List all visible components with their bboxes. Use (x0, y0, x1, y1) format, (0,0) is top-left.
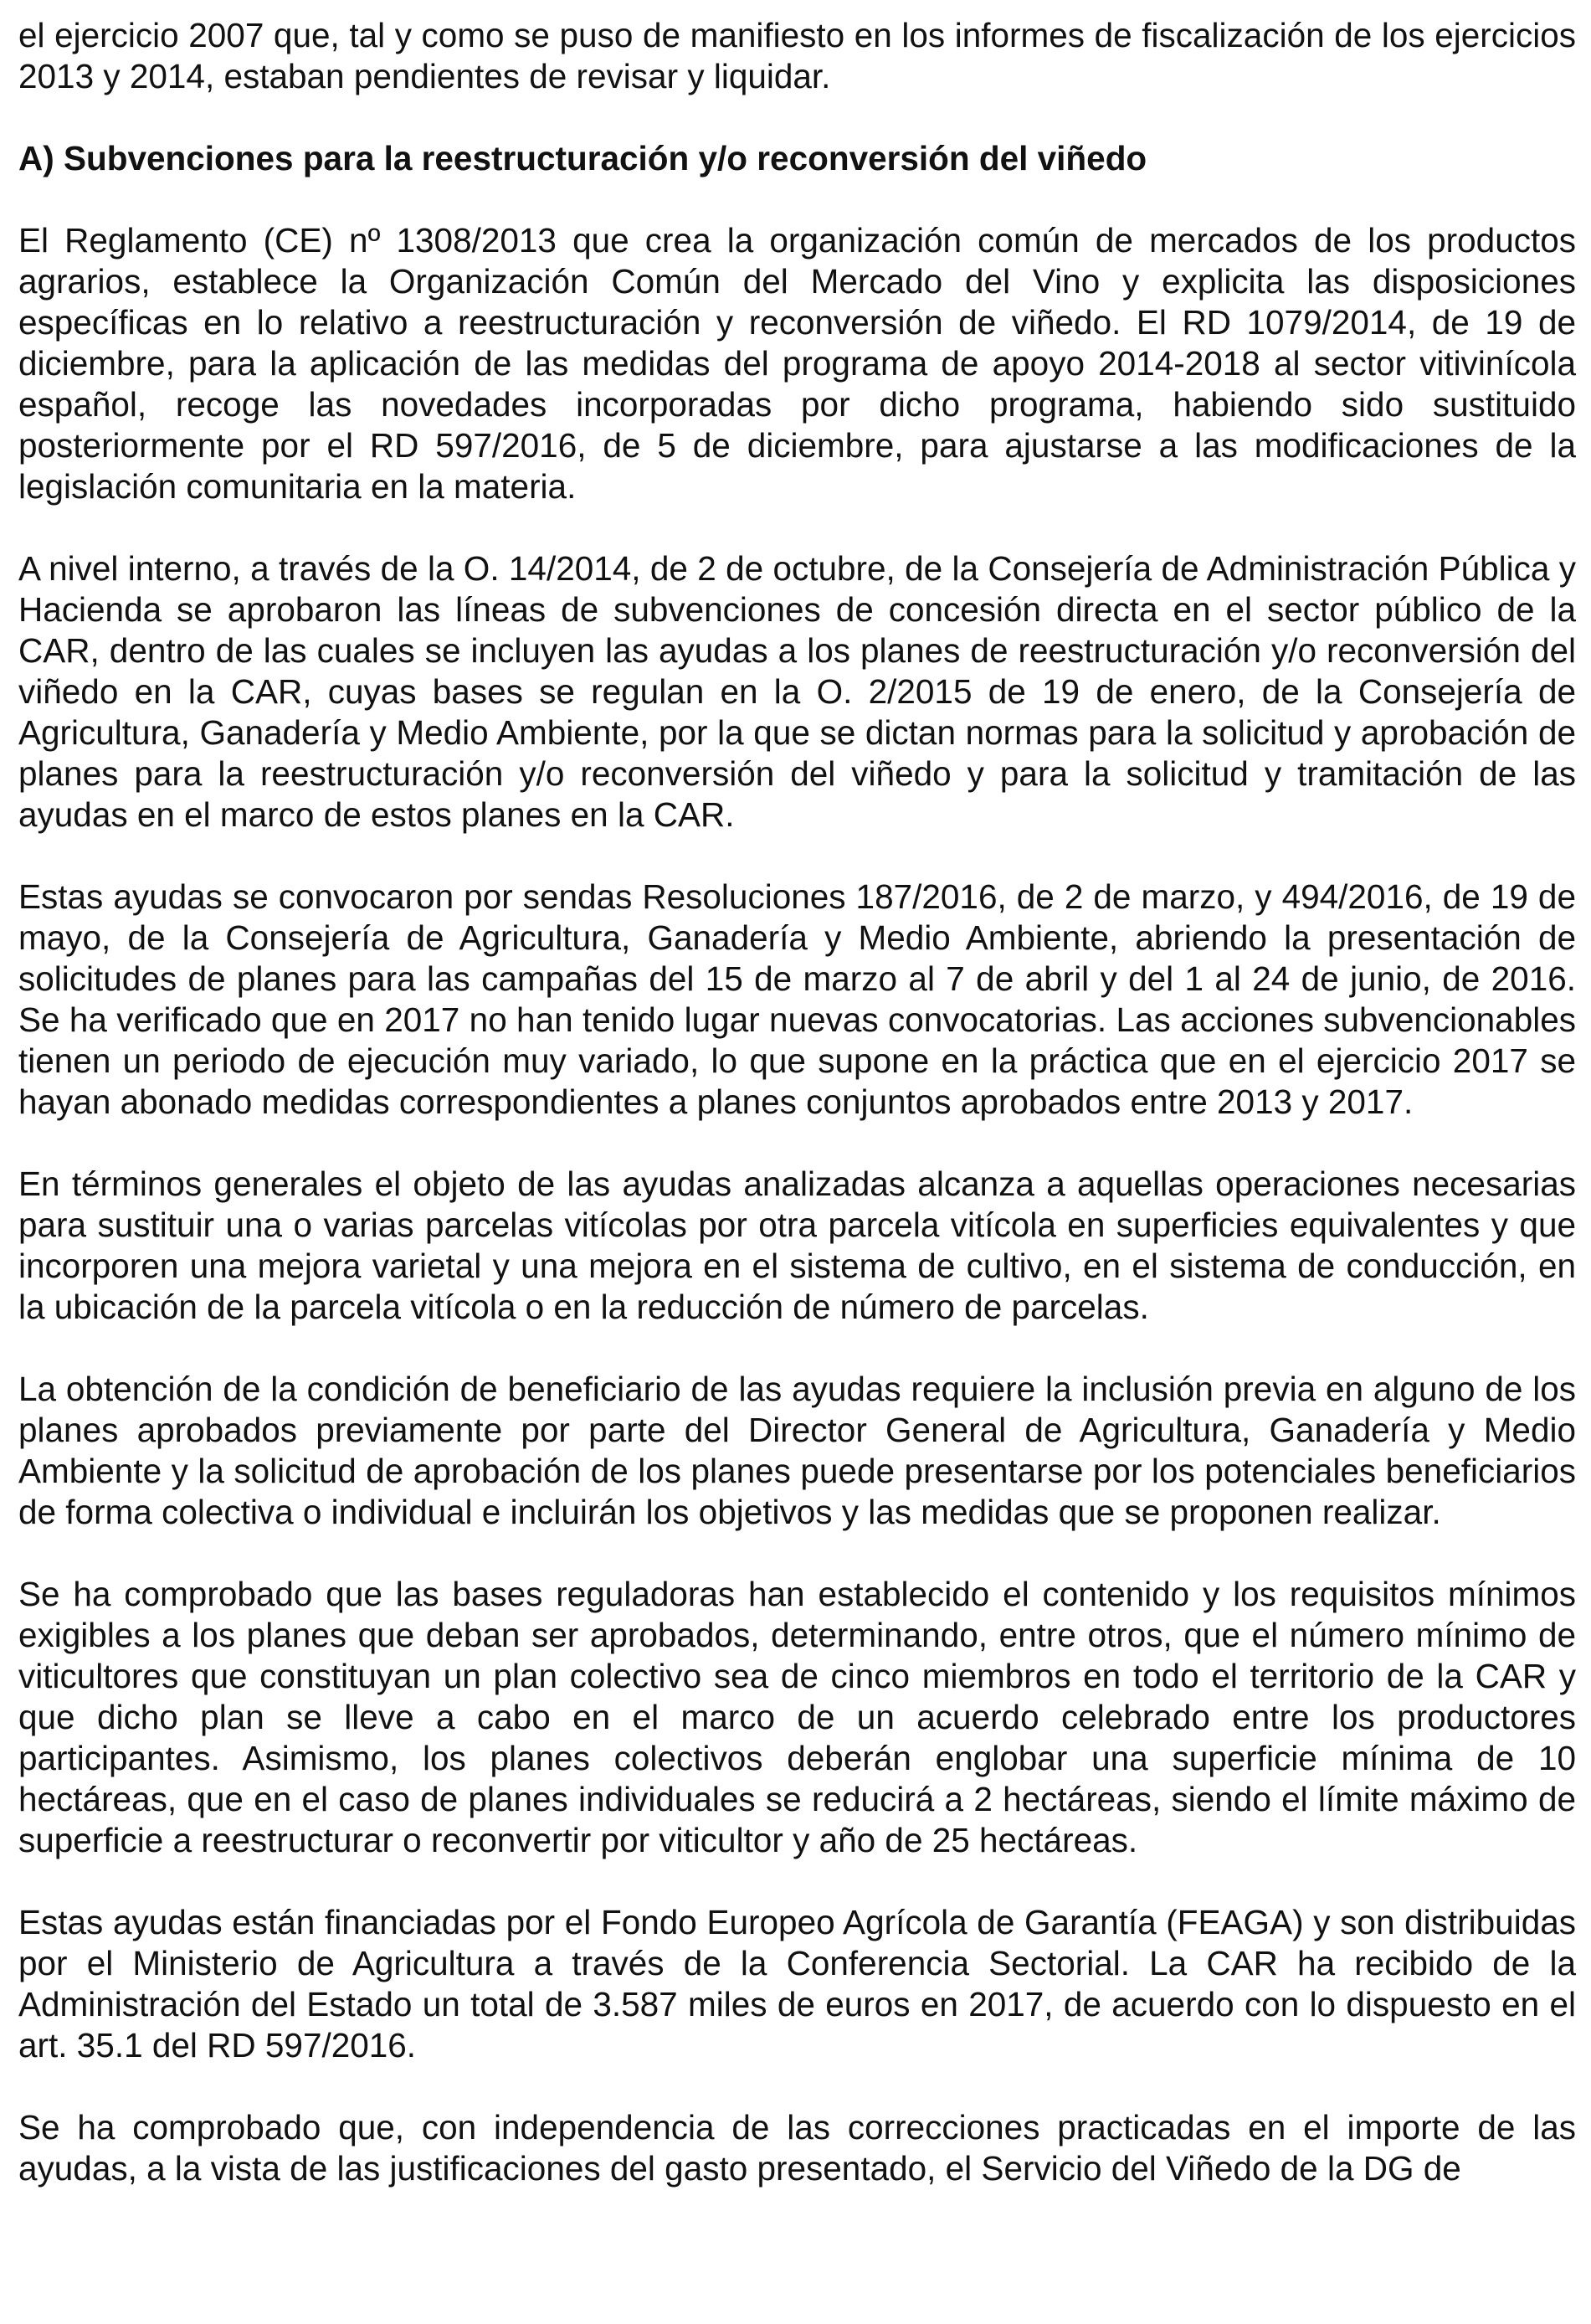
paragraph-nivel-interno: A nivel interno, a través de la O. 14/2014, de 2 de octubre, de la Consejería de Administración Pública y Hacienda se aprobaron las líneas de subvenciones de concesión directa en el sector público de la CAR, dentro de las cuales se incluyen las ayudas a los planes de reestructuración y/o reconversión del viñedo en la CAR, cuyas bases se regulan en la O. 2/2015 de 19 de enero, de la Consejería de Agricultura, Ganadería y Medio Ambiente, por la que se dictan normas para la solicitud y aprobación de planes para la reestructuración y/o reconversión del viñedo y para la solicitud y tramitación de las ayudas en el marco de estos planes en la CAR. (18, 549, 1576, 834)
paragraph-convocatorias: Estas ayudas se convocaron por sendas Resoluciones 187/2016, de 2 de marzo, y 494/2016, de 19 de mayo, de la Consejería de Agricultura, Ganadería y Medio Ambiente, abriendo la presentación de solicitudes de planes para las campañas del 15 de marzo al 7 de abril y del 1 al 24 de junio, de 2016. Se ha verificado que en 2017 no han tenido lugar nuevas convocatorias. Las acciones subvencionables tienen un periodo de ejecución muy variado, lo que supone en la práctica que en el ejercicio 2017 se hayan abonado medidas correspondientes a planes conjuntos aprobados entre 2013 y 2017. (18, 877, 1576, 1121)
paragraph-correcciones: Se ha comprobado que, con independencia de las correcciones practicadas en el importe de las ayudas, a la vista de las justificaciones del gasto presentado, el Servicio del Viñedo de la DG de (18, 2108, 1576, 2188)
paragraph-intro: el ejercicio 2007 que, tal y como se puso de manifiesto en los informes de fiscalización de los ejercicios 2013 y 2014, estaban pendientes de revisar y liquidar. (18, 16, 1576, 95)
document-page (18, 15, 1576, 2189)
paragraph-requisitos: Se ha comprobado que las bases reguladoras han establecido el contenido y los requisitos mínimos exigibles a los planes que deban ser aprobados, determinando, entre otros, que el número mínimo de viticultores que constituyan un plan colectivo sea de cinco miembros en todo el territorio de la CAR y que dicho plan se lleve a cabo en el marco de un acuerdo celebrado entre los productores participantes. Asimismo, los planes colectivos deberán englobar una superficie mínima de 10 hectáreas, que en el caso de planes individuales se reducirá a 2 hectáreas, siendo el límite máximo de superficie a reestructurar o reconvertir por viticultor y año de 25 hectáreas. (18, 1575, 1576, 1859)
paragraph-objeto-ayudas: En términos generales el objeto de las ayudas analizadas alcanza a aquellas operaciones necesarias para sustituir una o varias parcelas vitícolas por otra parcela vitícola en superficies equivalentes y que incorporen una mejora varietal y una mejora en el sistema de cultivo, en el sistema de conducción, en la ubicación de la parcela vitícola o en la reducción de número de parcelas. (18, 1165, 1576, 1326)
paragraph-reglamento: El Reglamento (CE) nº 1308/2013 que crea la organización común de mercados de los productos agrarios, establece la Organización Común del Mercado del Vino y explicita las disposiciones específicas en lo relativo a reestructuración y reconversión de viñedo. El RD 1079/2014, de 19 de diciembre, para la aplicación de las medidas del programa de apoyo 2014-2018 al sector vitivinícola español, recoge las novedades incorporadas por dicho programa, habiendo sido sustituido posteriormente por el RD 597/2016, de 5 de diciembre, para ajustarse a las modificaciones de la legislación comunitaria en la materia. (18, 221, 1576, 506)
paragraph-beneficiario: La obtención de la condición de beneficiario de las ayudas requiere la inclusión previa en alguno de los planes aprobados previamente por parte del Director General de Agricultura, Ganadería y Medio Ambiente y la solicitud de aprobación de los planes puede presentarse por los potenciales beneficiarios de forma colectiva o individual e incluirán los objetivos y las medidas que se proponen realizar. (18, 1370, 1576, 1531)
paragraph-financiacion: Estas ayudas están financiadas por el Fondo Europeo Agrícola de Garantía (FEAGA) y son distribuidas por el Ministerio de Agricultura a través de la Conferencia Sectorial. La CAR ha recibido de la Administración del Estado un total de 3.587 miles de euros en 2017, de acuerdo con lo dispuesto en el art. 35.1 del RD 597/2016. (18, 1903, 1576, 2064)
section-heading: A) Subvenciones para la reestructuración y/o reconversión del viñedo (18, 139, 1147, 177)
